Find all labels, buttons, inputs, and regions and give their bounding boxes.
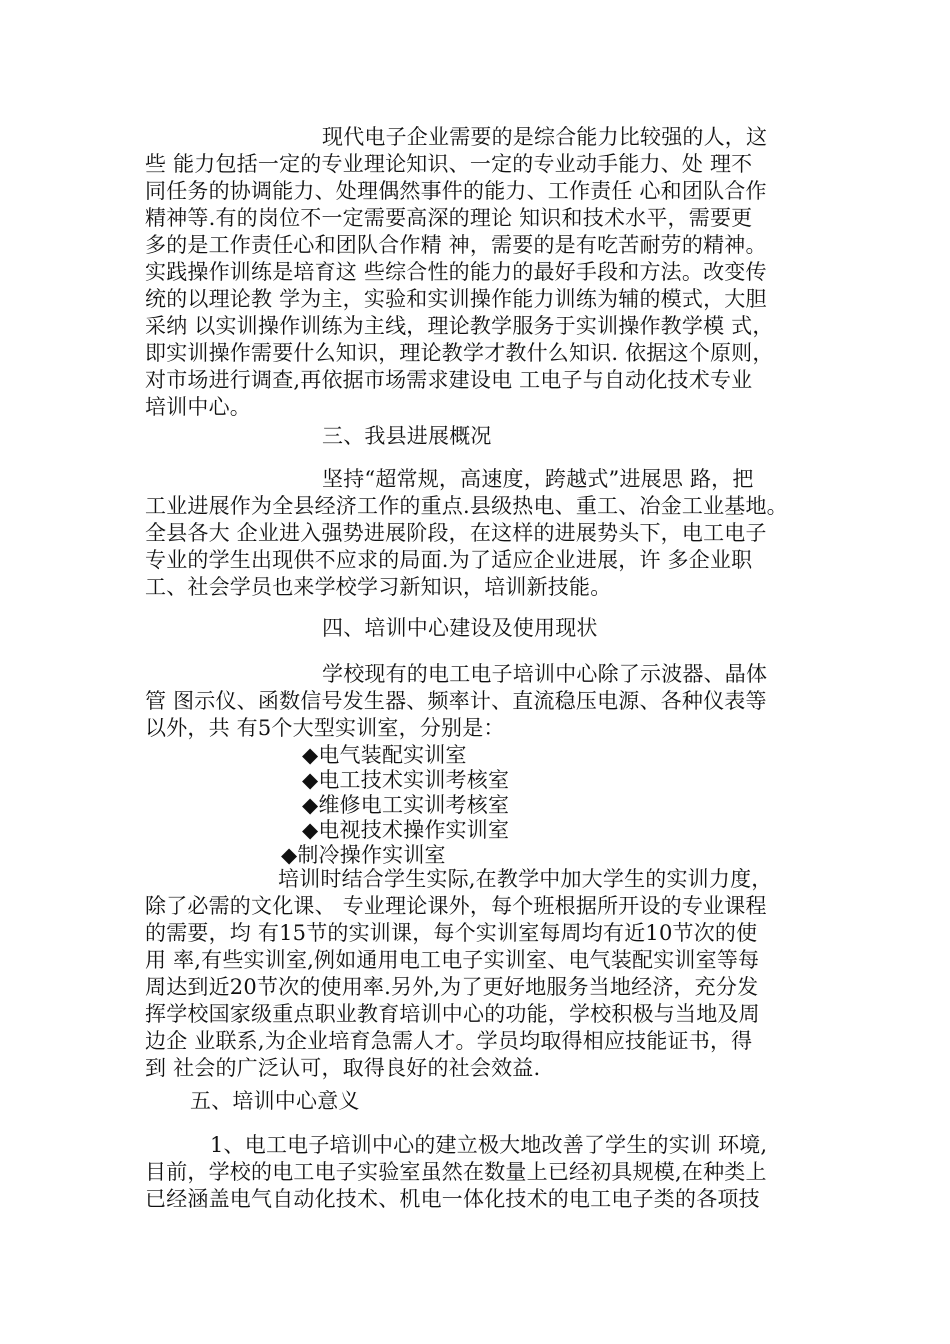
paragraph-line: 以外，共 有5个大型实训室，分别是： <box>145 716 505 740</box>
paragraph-line: 全县各大 企业进入强势进展阶段，在这样的进展势头下，电工电子 <box>145 521 767 545</box>
list-item: ◆电气装配实训室 <box>302 743 467 767</box>
paragraph-line: 挥学校国家级重点职业教育培训中心的功能，学校积极与当地及周 <box>145 1002 760 1026</box>
paragraph-line: 管 图示仪、函数信号发生器、频率计、直流稳压电源、各种仪表等 <box>145 689 767 713</box>
paragraph-line: 些 能力包括一定的专业理论知识、一定的专业动手能力、处 理不 <box>145 152 753 176</box>
paragraph-line: 目前，学校的电工电子实验室虽然在数量上已经初具规模,在种类上 <box>145 1160 767 1184</box>
paragraph-line: 到 社会的广泛认可，取得良好的社会效益. <box>145 1056 541 1080</box>
section-heading: 四、培训中心建设及使用现状 <box>322 616 598 640</box>
paragraph-line: 周达到近20节次的使用率.另外,为了更好地服务当地经济，充分发 <box>145 975 759 999</box>
paragraph-line: 工业进展作为全县经济工作的重点.县级热电、重工、冶金工业基地。 <box>145 494 788 518</box>
paragraph-line: 用 率,有些实训室,例如通用电工电子实训室、电气装配实训室等每 <box>145 948 760 972</box>
paragraph-line: 现代电子企业需要的是综合能力比较强的人，这 <box>322 125 768 149</box>
paragraph-line: 培训时结合学生实际,在教学中加大学生的实训力度， <box>278 867 773 891</box>
paragraph-line: 同任务的协调能力、处理偶然事件的能力、工作责任 心和团队合作 <box>145 179 767 203</box>
list-item: ◆电视技术操作实训室 <box>302 818 510 842</box>
paragraph-line: 精神等.有的岗位不一定需要高深的理论 知识和技术水平，需要更 <box>145 206 753 230</box>
paragraph-line: 学校现有的电工电子培训中心除了示波器、晶体 <box>322 662 768 686</box>
paragraph-line: 坚持“超常规，高速度，跨越式”进展思 路，把 <box>322 467 754 491</box>
paragraph-line: 专业的学生出现供不应求的局面.为了适应企业进展，许 多企业职 <box>145 548 753 572</box>
paragraph-line: 1、电工电子培训中心的建立极大地改善了学生的实训 环境, <box>210 1133 768 1157</box>
paragraph-line: 统的以理论教 学为主，实验和实训操作能力训练为辅的模式，大胆 <box>145 287 767 311</box>
list-item: ◆维修电工实训考核室 <box>302 793 510 817</box>
paragraph-line: 工、社会学员也来学校学习新知识，培训新技能。 <box>145 575 612 599</box>
paragraph-line: 多的是工作责任心和团队合作精 神，需要的是有吃苦耐劳的精神。 <box>145 233 767 257</box>
paragraph-line: 采纳 以实训操作训练为主线，理论教学服务于实训操作教学模 式， <box>145 314 774 338</box>
section-heading: 五、培训中心意义 <box>190 1089 360 1113</box>
list-item: ◆电工技术实训考核室 <box>302 768 510 792</box>
paragraph-line: 对市场进行调查,再依据市场需求建设电 工电子与自动化技术专业 <box>145 368 753 392</box>
paragraph-line: 实践操作训练是培育这 些综合性的能力的最好手段和方法。改变传 <box>145 260 767 284</box>
section-heading: 三、我县进展概况 <box>322 424 492 448</box>
paragraph-line: 已经涵盖电气自动化技术、机电一体化技术的电工电子类的各项技 <box>145 1187 760 1211</box>
paragraph-line: 即实训操作需要什么知识，理论教学才教什么知识. 依据这个原则， <box>145 341 774 365</box>
paragraph-line: 培训中心。 <box>145 395 251 419</box>
paragraph-line: 边企 业联系,为企业培育急需人才。学员均取得相应技能证书，得 <box>145 1029 753 1053</box>
paragraph-line: 除了必需的文化课、 专业理论课外，每个班根据所开设的专业课程 <box>145 894 767 918</box>
list-item: ◆制冷操作实训室 <box>281 843 446 867</box>
paragraph-line: 的需要，均 有15节的实训课，每个实训室每周均有近10节次的使 <box>145 921 758 945</box>
